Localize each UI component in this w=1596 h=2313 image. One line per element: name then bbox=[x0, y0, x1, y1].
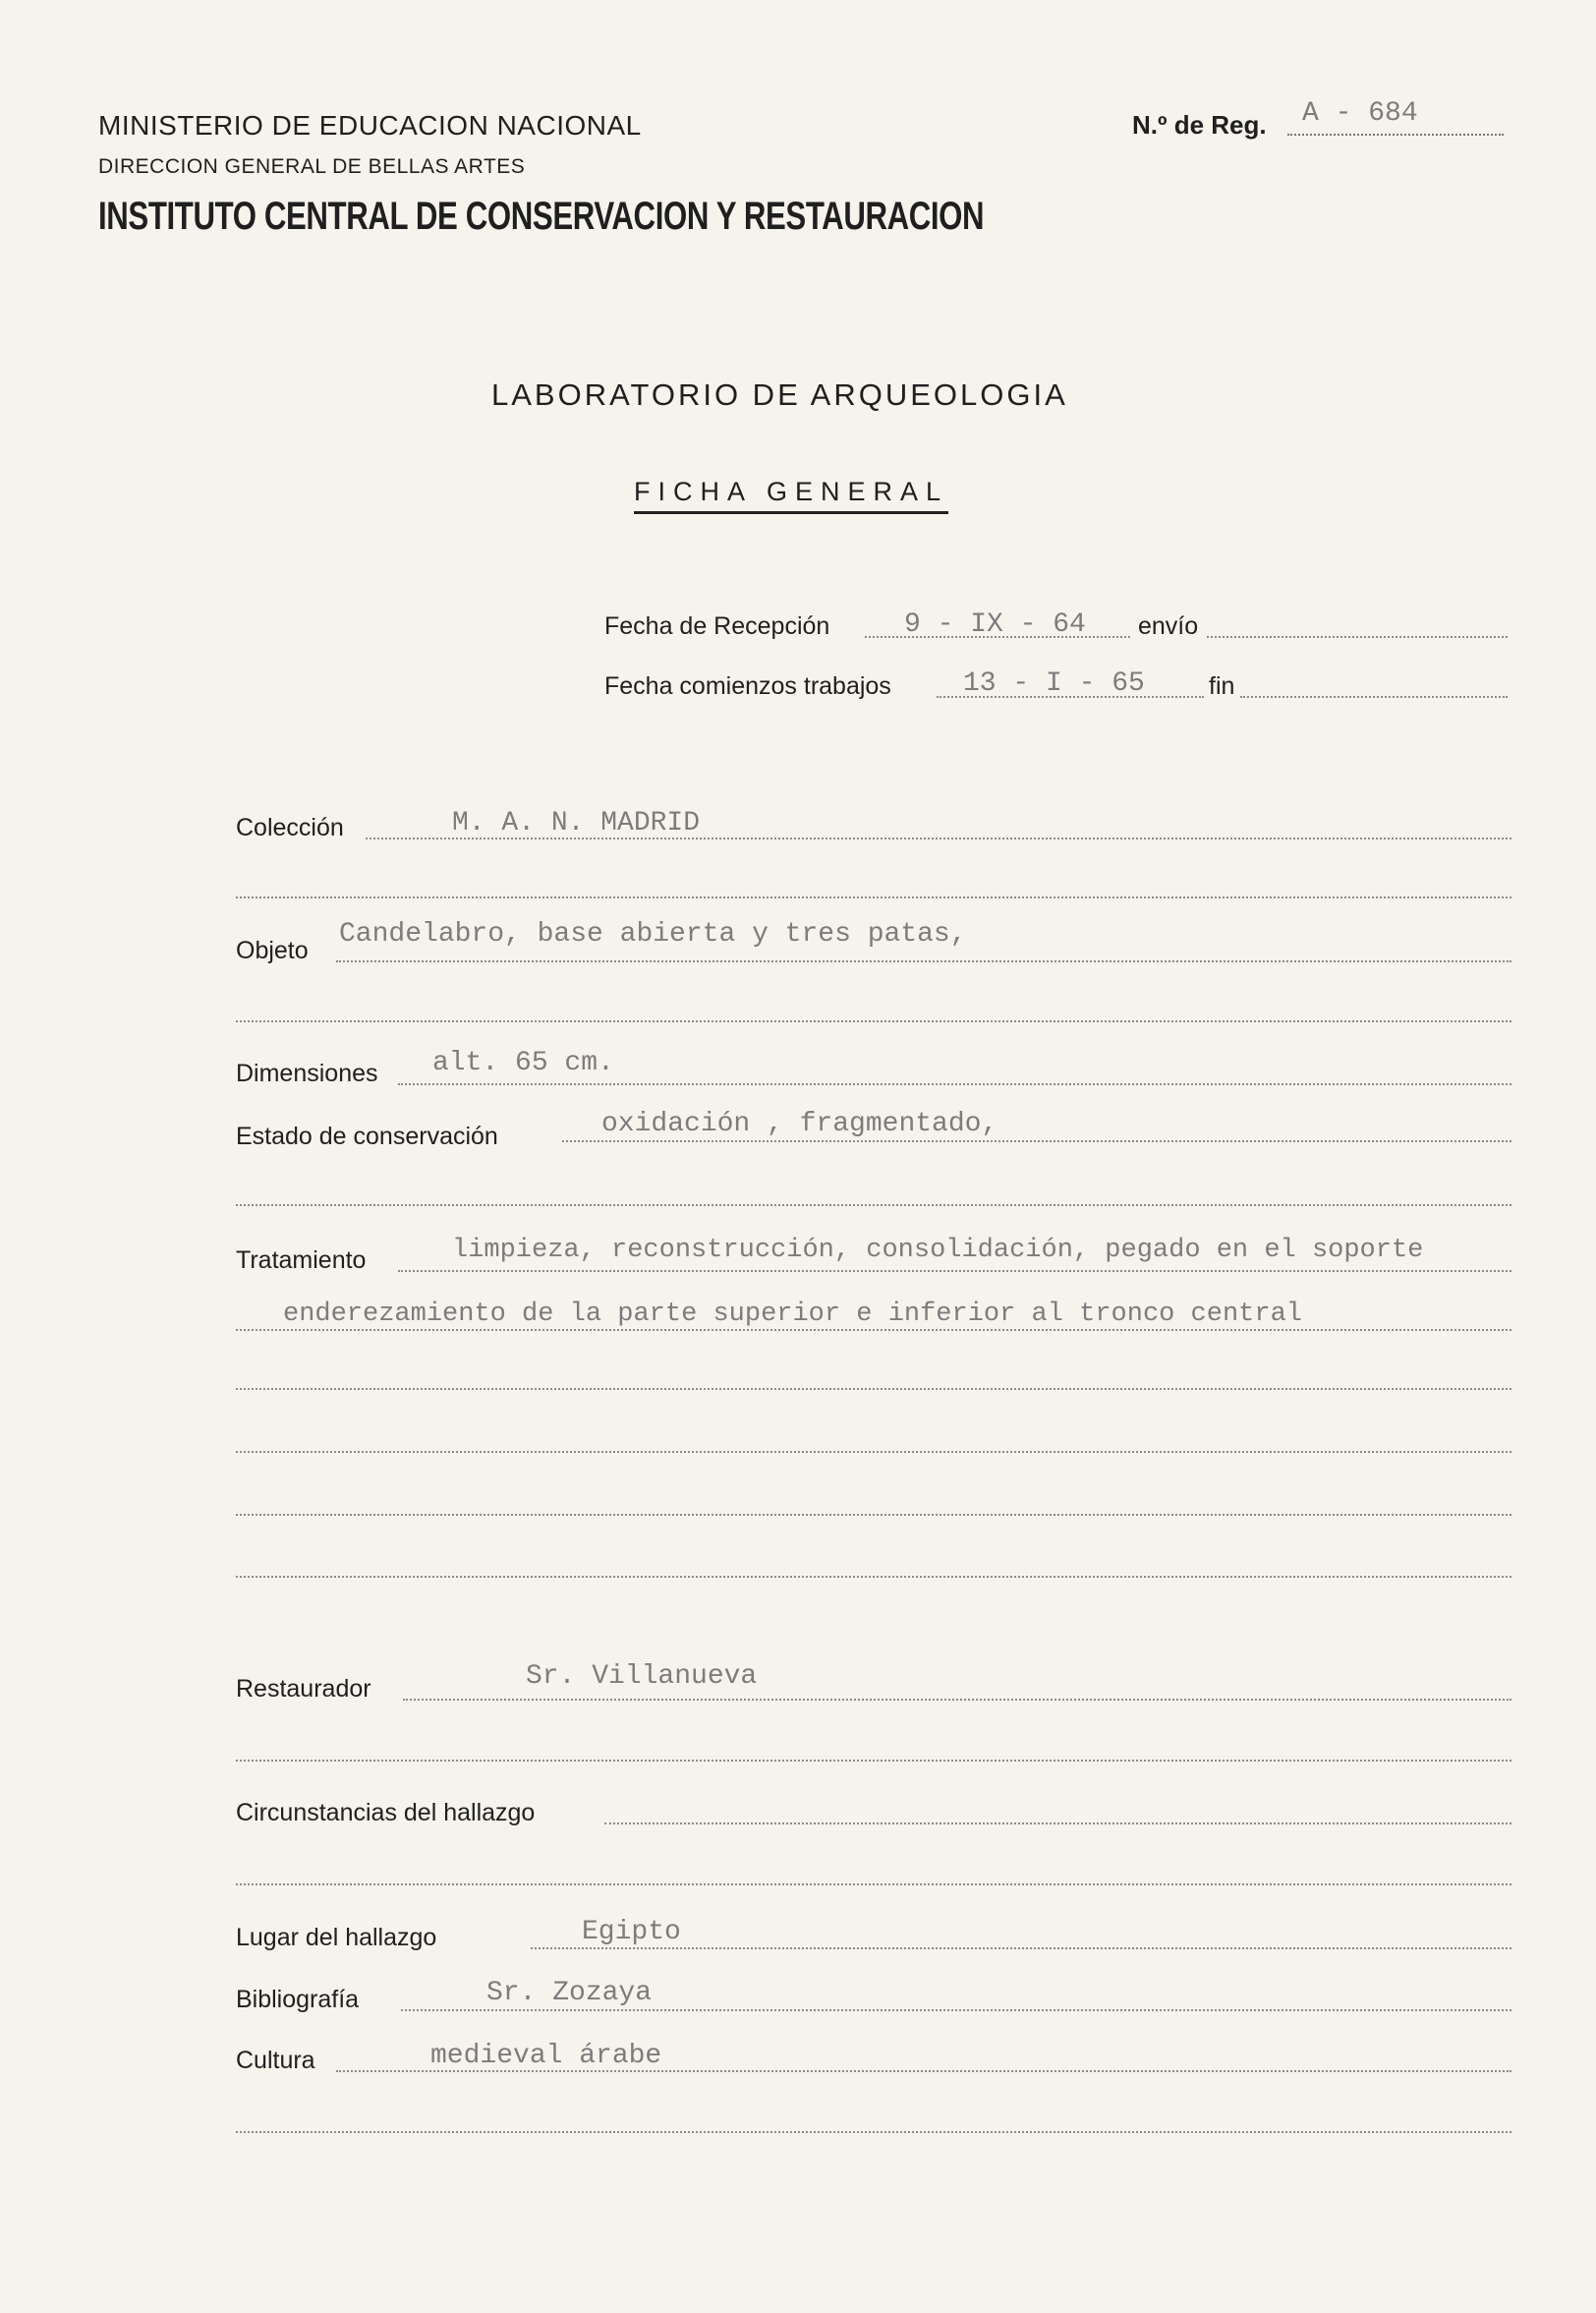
tratamiento-line-5 bbox=[236, 1514, 1511, 1516]
tratamiento-value-line-2: enderezamiento de la parte superior e inferior al tronco central bbox=[283, 1300, 1302, 1329]
lugar-label: Lugar del hallazgo bbox=[236, 1924, 437, 1951]
restaurador-line bbox=[403, 1699, 1511, 1701]
tratamiento-line-6 bbox=[236, 1576, 1511, 1578]
dimensiones-value: alt. 65 cm. bbox=[432, 1048, 614, 1078]
estado-value: oxidación , fragmentado, bbox=[601, 1109, 998, 1139]
direction-heading: DIRECCION GENERAL DE BELLAS ARTES bbox=[98, 155, 526, 178]
tratamiento-line-2 bbox=[236, 1329, 1511, 1331]
cultura-value: medieval árabe bbox=[430, 2041, 662, 2071]
institute-heading: INSTITUTO CENTRAL DE CONSERVACION Y RESTAURACION bbox=[98, 195, 985, 238]
registration-value: A - 684 bbox=[1302, 98, 1418, 129]
cultura-extra-line bbox=[236, 2131, 1511, 2133]
restaurador-label: Restaurador bbox=[236, 1675, 371, 1703]
envio-line bbox=[1207, 636, 1508, 638]
bibliografia-line bbox=[401, 2009, 1511, 2011]
reception-date-value: 9 - IX - 64 bbox=[904, 609, 1086, 640]
lugar-value: Egipto bbox=[582, 1917, 681, 1947]
circunstancias-line bbox=[604, 1822, 1511, 1824]
envio-label: envío bbox=[1138, 612, 1199, 640]
lugar-line bbox=[531, 1947, 1511, 1949]
tratamiento-line bbox=[398, 1270, 1511, 1272]
objeto-line bbox=[336, 960, 1511, 962]
coleccion-label: Colección bbox=[236, 814, 344, 841]
circunstancias-label: Circunstancias del hallazgo bbox=[236, 1799, 536, 1826]
registration-label: N.º de Reg. bbox=[1132, 110, 1267, 140]
circunstancias-extra-line bbox=[236, 1883, 1511, 1885]
reception-date-label: Fecha de Recepción bbox=[604, 612, 830, 640]
objeto-value: Candelabro, base abierta y tres patas, bbox=[339, 919, 967, 950]
restaurador-value: Sr. Villanueva bbox=[526, 1661, 758, 1692]
fin-line bbox=[1240, 696, 1508, 698]
dimensiones-label: Dimensiones bbox=[236, 1060, 378, 1087]
fin-label: fin bbox=[1209, 672, 1235, 700]
tratamiento-line-4 bbox=[236, 1451, 1511, 1453]
lab-title: LABORATORIO DE ARQUEOLOGIA bbox=[491, 377, 1068, 412]
coleccion-value: M. A. N. MADRID bbox=[452, 808, 701, 838]
start-date-value: 13 - I - 65 bbox=[963, 668, 1145, 699]
estado-label: Estado de conservación bbox=[236, 1123, 498, 1150]
start-date-label: Fecha comienzos trabajos bbox=[604, 672, 891, 700]
form-title: FICHA GENERAL bbox=[634, 477, 948, 514]
ministry-heading: MINISTERIO DE EDUCACION NACIONAL bbox=[98, 110, 642, 141]
restaurador-extra-line bbox=[236, 1760, 1511, 1762]
registration-line bbox=[1287, 134, 1504, 136]
objeto-label: Objeto bbox=[236, 937, 309, 964]
estado-line bbox=[562, 1140, 1511, 1142]
bibliografia-label: Bibliografía bbox=[236, 1986, 360, 2013]
tratamiento-label: Tratamiento bbox=[236, 1246, 367, 1274]
estado-extra-line bbox=[236, 1204, 1511, 1206]
dimensiones-line bbox=[398, 1083, 1511, 1085]
bibliografia-value: Sr. Zozaya bbox=[486, 1978, 653, 2008]
tratamiento-line-3 bbox=[236, 1388, 1511, 1390]
coleccion-extra-line bbox=[236, 896, 1511, 898]
objeto-extra-line bbox=[236, 1020, 1511, 1022]
tratamiento-value-line-1: limpieza, reconstrucción, consolidación, pegado en el soporte bbox=[452, 1236, 1424, 1265]
cultura-label: Cultura bbox=[236, 2047, 315, 2074]
